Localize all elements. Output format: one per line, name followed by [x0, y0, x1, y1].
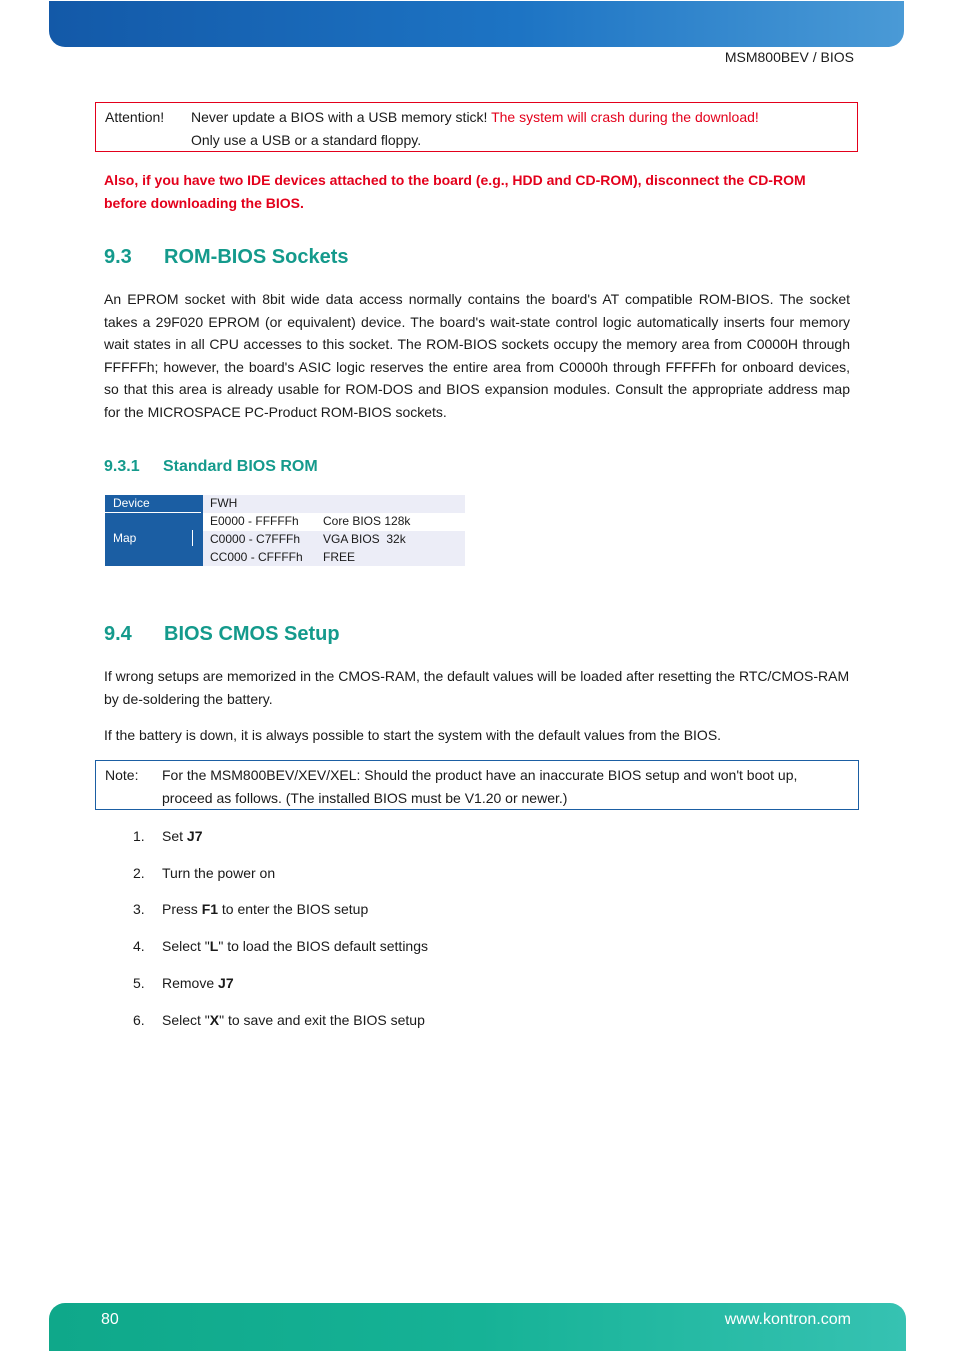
device-label: Device	[113, 496, 150, 510]
step-text: to enter the BIOS setup	[218, 901, 369, 917]
list-item	[133, 901, 733, 917]
ide-warning: Also, if you have two IDE devices attached to the board (e.g., HDD and CD-ROM), disconnect the CD-ROM before downloading the BIOS.	[104, 172, 806, 211]
table-row	[201, 531, 465, 550]
heading-9-3-1	[104, 458, 318, 476]
note-line2: proceed as follows. (The installed BIOS must be V1.20 or newer.)	[162, 790, 568, 806]
step-bold: J7	[186, 828, 203, 844]
note-label: Note:	[105, 767, 139, 783]
list-item	[133, 938, 733, 954]
table-row	[201, 495, 465, 514]
step-number: 5.	[133, 975, 145, 991]
page-number: 80	[101, 1311, 119, 1328]
address-range: E0000 - FFFFFh	[210, 514, 299, 528]
address-range: CC000 - CFFFFh	[210, 550, 303, 564]
device-value: FWH	[210, 496, 238, 510]
heading-number: 9.3	[104, 246, 132, 268]
heading-title: ROM-BIOS Sockets	[164, 246, 349, 268]
table-row	[201, 513, 465, 532]
attention-label: Attention!	[105, 109, 165, 125]
heading-number: 9.3.1	[104, 458, 140, 475]
heading-title: Standard BIOS ROM	[163, 458, 318, 475]
step-number: 3.	[133, 901, 145, 917]
step-text: " to load the BIOS default settings	[218, 938, 428, 954]
step-number: 4.	[133, 938, 145, 954]
region-desc: FREE	[323, 550, 356, 564]
map-label: Map	[113, 531, 137, 545]
step-bold: X	[209, 1012, 220, 1028]
region-desc: Core BIOS 128k	[323, 514, 411, 528]
cmos-paragraph-1: If wrong setups are memorized in the CMOS-RAM, the default values will be loaded after resetting the RTC/CMOS-RAM by de-soldering the battery.	[104, 668, 850, 707]
step-bold: L	[209, 938, 219, 954]
attention-red-text: The system will crash during the download!	[491, 109, 759, 125]
cmos-paragraph-2: If the battery is down, it is always possible to start the system with the default values from the BIOS.	[104, 727, 722, 743]
attention-line1	[191, 109, 759, 125]
heading-9-4	[104, 623, 340, 646]
step-bold: F1	[201, 901, 219, 917]
step-number: 2.	[133, 865, 145, 881]
attention-box	[95, 102, 858, 152]
list-item	[133, 828, 733, 844]
region-desc: VGA BIOS 32k	[323, 532, 406, 546]
attention-text: Never update a BIOS with a USB memory stick!	[191, 109, 488, 125]
address-range: C0000 - C7FFFh	[210, 532, 301, 546]
step-number: 6.	[133, 1012, 145, 1028]
step-text: Set	[162, 828, 187, 844]
step-text: Select "	[162, 1012, 210, 1028]
header-divider	[192, 530, 193, 546]
table-header-column	[105, 495, 201, 566]
step-bold: J7	[218, 975, 234, 991]
list-item	[133, 1012, 733, 1028]
website-link[interactable]: www.kontron.com	[724, 1311, 851, 1328]
step-text: Press	[162, 901, 202, 917]
heading-number: 9.4	[104, 623, 132, 645]
step-text: Select "	[162, 938, 210, 954]
note-line1: For the MSM800BEV/XEV/XEL: Should the product have an inaccurate BIOS setup and won't boot up,	[162, 767, 798, 783]
step-text: Turn the power on	[162, 865, 276, 881]
footer-bar	[49, 1303, 906, 1351]
header-divider	[105, 512, 201, 513]
attention-line2: Only use a USB or a standard floppy.	[191, 132, 422, 148]
heading-9-3	[104, 246, 348, 269]
step-text: " to save and exit the BIOS setup	[219, 1012, 425, 1028]
bios-rom-table	[105, 495, 465, 566]
list-item	[133, 865, 733, 881]
note-box	[95, 760, 859, 810]
doc-title: MSM800BEV / BIOS	[724, 49, 854, 65]
header-bar	[49, 1, 904, 47]
list-item	[133, 975, 733, 991]
step-text: Remove	[162, 975, 219, 991]
step-number: 1.	[133, 828, 145, 844]
heading-title: BIOS CMOS Setup	[164, 623, 340, 645]
rom-bios-paragraph: An EPROM socket with 8bit wide data access normally contains the board's AT compatible ROM-BIOS. The socket takes a 29F020 EPROM (or equivalent) device. The board's wait-state control logic automatically inserts four memory wait states in all CPU accesses to this socket. The ROM-BIOS sockets occupy the memory area from C0000H through FFFFFh; however, the board's ASIC logic reserves the entire area from C0000h through FFFFFh for onboard devices, so that this area is already usable for ROM-DOS and BIOS expansion modules. Consult the appropriate address map for the MICROSPACE PC-Product ROM-BIOS sockets.	[104, 291, 850, 420]
table-row	[201, 549, 465, 566]
